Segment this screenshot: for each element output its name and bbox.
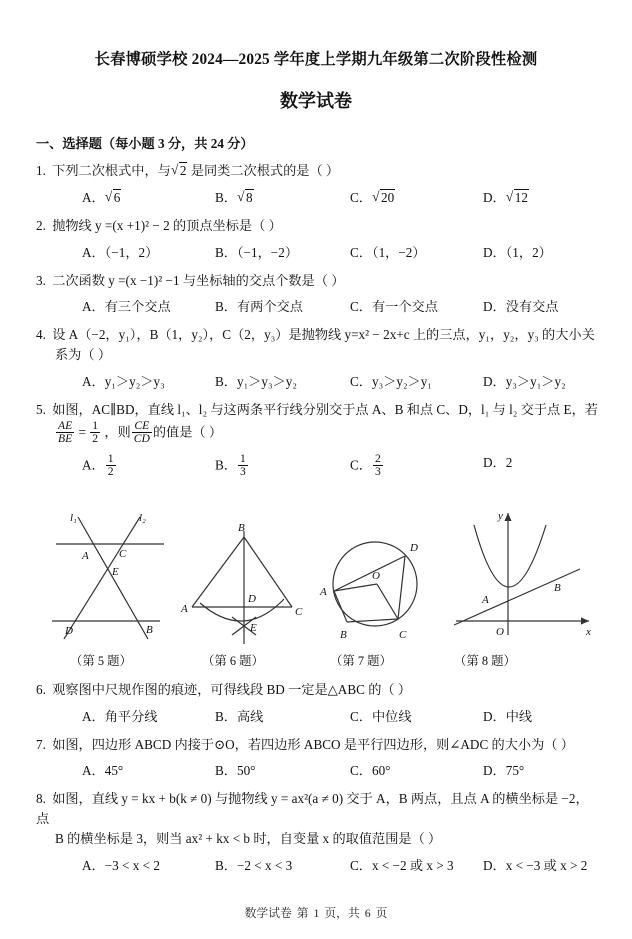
figure-7-label-a: A — [320, 585, 327, 598]
figure-5-label-l2: l₂ — [139, 511, 146, 524]
question-6 — [36, 680, 598, 726]
question-4-options — [55, 372, 598, 391]
option-3-d[interactable]: D．没有交点 — [483, 299, 559, 315]
question-5-number: 5. — [36, 401, 46, 417]
option-6-a[interactable]: A．角平分线 — [82, 708, 158, 724]
question-2-stem — [36, 216, 598, 236]
option-2-d[interactable]: D．（1，2） — [483, 244, 552, 260]
figure-8-label-a: A — [482, 593, 489, 606]
option-4-b[interactable]: B．y₁＞y₃＞y₂ — [215, 373, 297, 389]
footer-page-unit: 页，共 — [324, 906, 360, 920]
question-2-stem-text: 抛物线 y =(x +1)² − 2 的顶点坐标是（ ） — [52, 217, 282, 233]
question-3 — [36, 271, 598, 317]
question-4 — [36, 325, 598, 391]
figure-6-caption: （第 6 题） — [202, 653, 264, 668]
question-7 — [36, 735, 598, 781]
option-7-b[interactable]: B．50° — [215, 763, 256, 779]
question-5-stem — [36, 400, 598, 420]
option-7-d[interactable]: D．75° — [483, 763, 525, 779]
question-7-options — [55, 761, 598, 780]
figure-6-label-b: B — [238, 521, 245, 534]
figure-captions — [34, 651, 598, 671]
option-1-a[interactable]: A． √ 6 — [82, 188, 121, 208]
option-3-c[interactable]: C．有一个交点 — [350, 299, 438, 315]
option-3-b[interactable]: B．有两个交点 — [215, 299, 303, 315]
figure-6-label-e: E — [250, 621, 257, 634]
fraction: $\frac{2}{3}$ — [374, 451, 381, 479]
figure-6-label-a: A — [181, 602, 188, 615]
option-2-a[interactable]: A．（−1，2） — [82, 244, 159, 260]
question-5-stem-line1: 如图，AC∥BD，直线 l₁、l₂ 与这两条平行线分别交于点 A、B 和点 C、D，l₁ 与 l₂ 交于点 E，若 — [52, 401, 598, 417]
option-5-d[interactable]: D．2 — [483, 454, 513, 470]
question-6-stem-text: 观察图中尺规作图的痕迹，可得线段 BD 一定是△ABC 的（ ） — [52, 681, 412, 697]
figure-5-label-b: B — [146, 623, 153, 636]
option-6-c[interactable]: C．中位线 — [350, 708, 412, 724]
question-4-stem — [36, 325, 598, 345]
question-8-number: 8. — [36, 791, 46, 807]
option-4-a[interactable]: A．y₁＞y₂＞y₃ — [82, 373, 165, 389]
footer-doc-name: 数学试卷 — [244, 906, 292, 920]
then-text: ，则 — [104, 424, 131, 440]
option-8-b[interactable]: B．−2 < x < 3 — [215, 857, 293, 873]
figure-5-label-a: A — [82, 549, 89, 562]
question-5-options — [55, 453, 598, 487]
question-1-options — [55, 188, 598, 207]
footer-total-unit: 页 — [375, 906, 388, 920]
question-3-stem-text: 二次函数 y =(x −1)² −1 与坐标轴的交点个数是（ ） — [52, 272, 345, 288]
question-8-stem-line2: B 的横坐标是 3，则当 ax² + kx < b 时，自变量 x 的取值范围是（ ） — [55, 831, 442, 847]
question-2 — [36, 216, 598, 262]
option-1-b[interactable]: B． √ 8 — [215, 188, 254, 208]
question-6-stem — [36, 680, 598, 700]
sqrt-icon: √ 8 — [237, 188, 254, 208]
question-3-options — [55, 297, 598, 316]
figure-8-label-x: x — [586, 625, 591, 638]
question-8-options — [55, 856, 598, 875]
figure-6-label-d: D — [248, 592, 256, 605]
figure-8-label-b: B — [554, 581, 561, 594]
figure-7-label-o: O — [372, 569, 380, 582]
option-7-c[interactable]: C．60° — [350, 763, 391, 779]
sqrt-icon: √ 12 — [506, 188, 529, 208]
figure-7-caption: （第 7 题） — [330, 653, 392, 668]
question-2-number: 2. — [36, 217, 46, 233]
figure-7-label-b: B — [340, 628, 347, 641]
question-1-stem-post: 是同类二次根式的是（ ） — [190, 163, 340, 178]
question-1-stem-pre: 下列二次根式中，与 — [52, 163, 171, 178]
fraction-ae-be: $\frac{AE}{BE}$ — [58, 418, 73, 446]
fraction-ce-cd: $\frac{CE}{CD}$ — [133, 418, 150, 446]
fraction: $\frac{1}{3}$ — [239, 451, 246, 479]
figure-question-6 — [174, 499, 314, 649]
figure-7-label-d: D — [410, 541, 418, 554]
option-4-d[interactable]: D．y₃＞y₁＞y₂ — [483, 373, 566, 389]
footer-page-word: 第 — [296, 906, 309, 920]
footer-total-pages: 6 — [364, 906, 371, 920]
figure-question-5 — [40, 499, 180, 649]
option-3-a[interactable]: A．有三个交点 — [82, 299, 171, 315]
equals-sign: = — [78, 424, 86, 440]
option-6-b[interactable]: B．高线 — [215, 708, 264, 724]
exam-page — [0, 47, 632, 939]
section-heading: 一、选择题（每小题 3 分，共 24 分） — [36, 136, 254, 151]
question-8 — [36, 789, 598, 874]
fraction-one-half: $\frac{1}{2}$ — [92, 418, 99, 446]
question-3-number: 3. — [36, 272, 46, 288]
question-6-number: 6. — [36, 681, 46, 697]
page-subtitle: 数学试卷 — [280, 91, 352, 111]
fraction: $\frac{1}{2}$ — [107, 451, 114, 479]
option-1-c[interactable]: C． √ 20 — [350, 188, 395, 208]
question-1 — [36, 161, 598, 207]
option-6-d[interactable]: D．中线 — [483, 708, 533, 724]
option-5-b[interactable]: B． $\frac{1}{3}$ — [215, 451, 246, 479]
sqrt-icon: √ 20 — [372, 188, 395, 208]
option-2-c[interactable]: C．（1，−2） — [350, 244, 426, 260]
option-8-d[interactable]: D．x < −3 或 x > 2 — [483, 857, 588, 873]
option-5-c[interactable]: C． $\frac{2}{3}$ — [350, 451, 381, 479]
question-5-stem-line2 — [55, 420, 598, 446]
option-8-c[interactable]: C．x < −2 或 x > 3 — [350, 857, 454, 873]
question-1-number: 1. — [36, 163, 46, 178]
option-2-b[interactable]: B．（−1，−2） — [215, 244, 299, 260]
question-7-number: 7. — [36, 736, 46, 752]
sqrt-icon: √ 6 — [105, 188, 122, 208]
page-footer — [0, 904, 632, 921]
question-8-stem-line1: 如图，直线 y = kx + b(k ≠ 0) 与抛物线 y = ax²(a ≠ 0) 交于 A，B 两点，且点 A 的横坐标是 −2，点 — [36, 791, 589, 827]
footer-page-number: 1 — [313, 906, 320, 920]
figure-7-label-c: C — [399, 628, 407, 641]
figure-5-label-l1: l₁ — [70, 511, 77, 524]
figure-row — [34, 499, 598, 649]
question-5-stem-post: 的值是（ ） — [152, 424, 223, 440]
question-1-stem — [36, 161, 598, 181]
option-7-a[interactable]: A．45° — [82, 763, 124, 779]
figure-5-caption: （第 5 题） — [70, 653, 132, 668]
question-3-stem — [36, 271, 598, 291]
question-7-stem-text: 如图，四边形 ABCD 内接于⊙O，若四边形 ABCO 是平行四边形，则∠ADC 的大小为（ ） — [52, 736, 574, 752]
figure-5-label-d: D — [65, 624, 73, 637]
question-2-options — [55, 243, 598, 262]
figure-5-label-e: E — [112, 565, 119, 578]
figure-question-8 — [446, 499, 606, 649]
question-6-options — [55, 707, 598, 726]
option-1-d[interactable]: D． √ 12 — [483, 188, 529, 208]
question-5 — [36, 400, 598, 487]
figure-5-label-c: C — [119, 547, 127, 560]
option-4-c[interactable]: C．y₃＞y₂＞y₁ — [350, 373, 432, 389]
question-4-number: 4. — [36, 327, 46, 343]
question-8-stem — [36, 789, 598, 829]
option-8-a[interactable]: A．−3 < x < 2 — [82, 857, 160, 873]
question-4-stem-line2: 系为（ ） — [55, 347, 112, 363]
sqrt-icon: √ 2 — [171, 161, 188, 181]
page-title: 长春博硕学校 2024—2025 学年度上学期九年级第二次阶段性检测 — [94, 51, 538, 68]
option-5-a[interactable]: A． $\frac{1}{2}$ — [82, 451, 114, 479]
figure-8-label-y: y — [498, 509, 503, 522]
figure-question-7 — [310, 499, 450, 649]
figure-8-caption: （第 8 题） — [454, 653, 516, 668]
question-4-stem-line1: 设 A（−2，y₁），B（1，y₂），C（2，y₃）是抛物线 y=x² − 2x+c 上的三点，y₁，y₂，y₃ 的大小关 — [52, 327, 595, 343]
figure-8-label-o: O — [496, 625, 504, 638]
figure-6-label-c: C — [295, 605, 303, 618]
question-7-stem — [36, 735, 598, 755]
